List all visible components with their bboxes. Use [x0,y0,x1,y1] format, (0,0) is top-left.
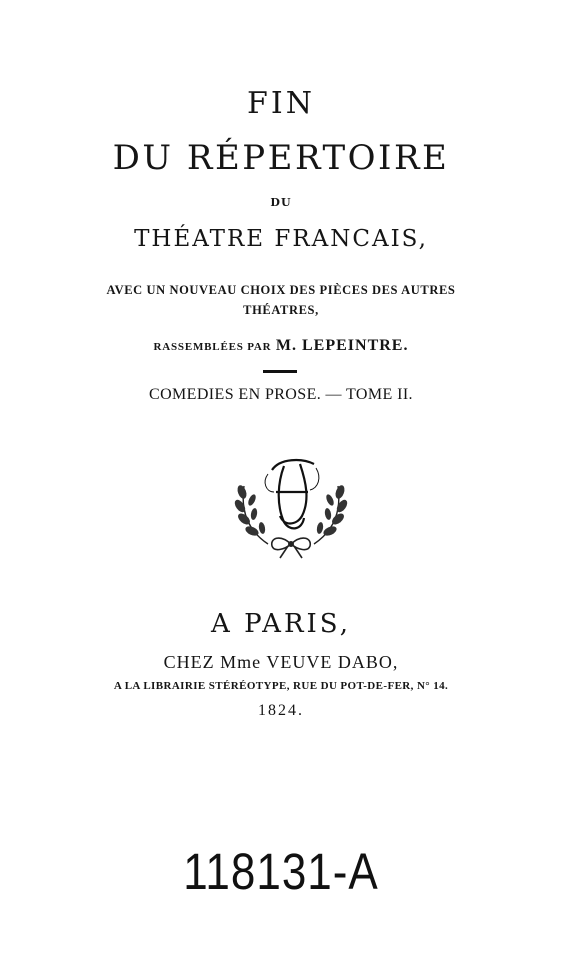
shelfmark-stamp: 118131-A [183,844,379,901]
monogram-wreath-ornament-icon [228,452,354,560]
divider-rule [263,370,297,373]
imprint-address: A LA LIBRAIRIE STÉRÉOTYPE, RUE DU POT-DE-FER, N° 14. [113,680,449,692]
volume-line: COMEDIES EN PROSE. — TOME II. [149,386,413,403]
imprint-city: A PARIS, [211,609,351,639]
compiler-name: M. LEPEINTRE. [275,337,409,354]
title-line-fin: FIN [247,86,315,121]
imprint-publisher: CHEZ Mme VEUVE DABO, [163,652,399,672]
subtitle-line-2: THÉATRES, [243,303,319,317]
title-line-du: DU [270,196,292,209]
compiler-prefix: RASSEMBLÉES PAR [153,341,272,353]
subtitle-line-1: AVEC UN NOUVEAU CHOIX DES PIÈCES DES AUTRES [106,283,456,297]
imprint-year: 1824. [258,702,304,719]
compiler-line [0,337,562,355]
title-line-repertoire: DU RÉPERTOIRE [112,138,450,178]
title-line-theatre: THÉATRE FRANCAIS, [134,226,428,252]
